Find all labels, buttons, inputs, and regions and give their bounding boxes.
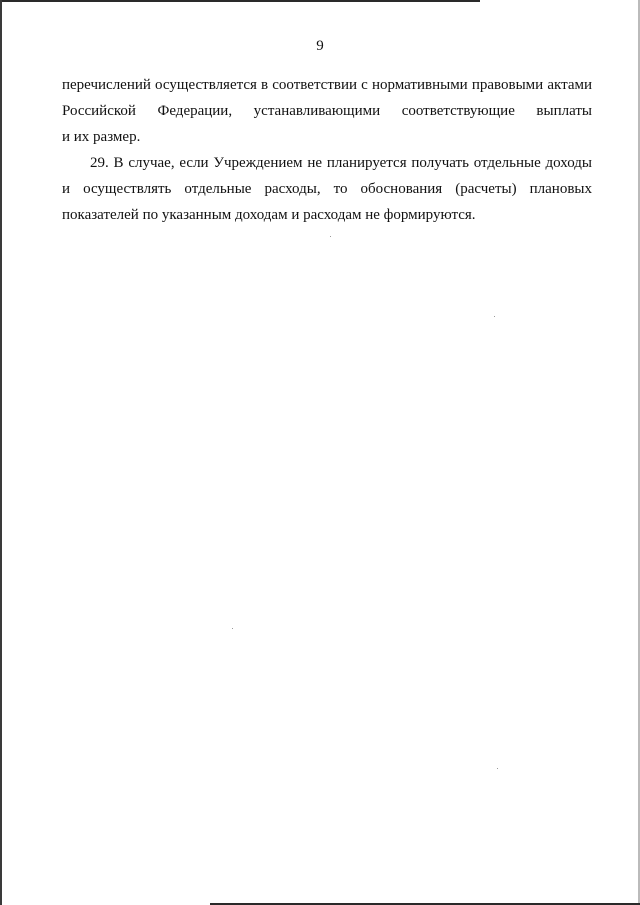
scan-speck: [494, 316, 495, 317]
text-line: показателей по указанным доходам и расходам не формируются.: [62, 207, 476, 223]
scan-edge-left: [0, 0, 2, 905]
text-line: и их размер.: [62, 129, 141, 145]
text-line: и осуществлять отдельные расходы, то обоснования (расчеты) плановых: [62, 181, 592, 197]
text-line: Российской Федерации, устанавливающими соответствующие выплаты: [62, 103, 592, 119]
paragraph-continuation: [62, 72, 592, 150]
paragraph-29: [62, 150, 592, 228]
text-line: 29. В случае, если Учреждением не планируется получать отдельные доходы: [90, 155, 592, 171]
scan-speck: [232, 628, 233, 629]
scan-speck: [497, 768, 498, 769]
text-line: перечислений осуществляется в соответствии с нормативными правовыми актами: [62, 77, 592, 93]
document-body: [62, 72, 592, 228]
scan-speck: [330, 236, 331, 237]
page-number: 9: [316, 38, 324, 54]
scan-edge-top: [0, 0, 480, 2]
